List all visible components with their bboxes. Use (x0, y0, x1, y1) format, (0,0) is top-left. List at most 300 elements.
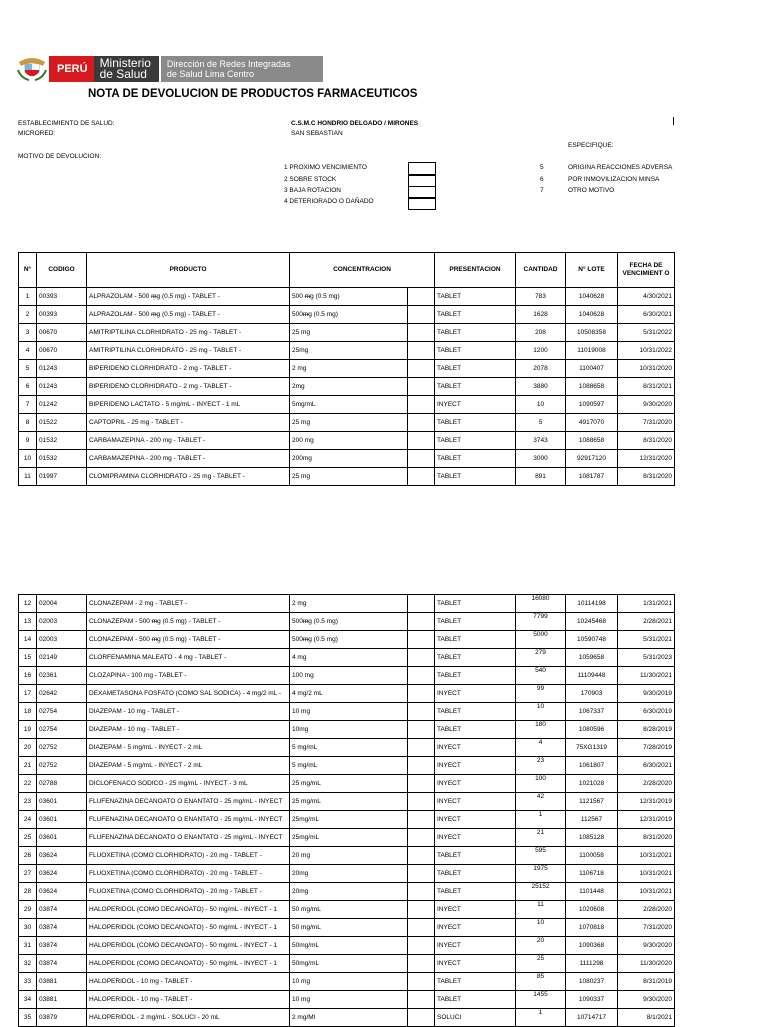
row-product: CLONAZEPAM - 500 ᵯg (0.5 mg) - TABLET - (87, 613, 290, 631)
row-product: CLOZAPINA - 100 mg - TABLET - (87, 667, 290, 685)
reason-item: OTRO MOTIVO (568, 187, 615, 194)
row-quantity: 783 (516, 288, 566, 306)
row-product: CARBAMAZEPINA - 200 mg - TABLET - (87, 432, 290, 450)
reason-num: 5 (540, 164, 544, 171)
table-row (19, 793, 675, 811)
row-lot: 11109448 (566, 667, 618, 685)
table-row (19, 414, 675, 432)
row-quantity: 1 (516, 1009, 566, 1027)
row-concentration: 500ᵯg (0.5 mg) (290, 613, 408, 631)
row-product: CLORFENAMINA MALEATO - 4 mg - TABLET - (87, 649, 290, 667)
row-number: 9 (19, 432, 37, 450)
table-row (19, 450, 675, 468)
row-presentation: TABLET (435, 703, 516, 721)
row-lot: 11019008 (566, 342, 618, 360)
table-row (19, 667, 675, 685)
row-code: 01997 (37, 468, 87, 486)
row-concentration: 4 mg/2 mL (290, 685, 408, 703)
row-lot: 1067337 (566, 703, 618, 721)
row-code: 03874 (37, 937, 87, 955)
header-concentration: CONCENTRACION (290, 253, 435, 288)
row-concentration: 20mg (290, 883, 408, 901)
table-header-row (19, 253, 675, 288)
reason-num: 6 (540, 176, 544, 183)
row-expiry: 6/30/2021 (618, 757, 675, 775)
row-quantity: 540 (516, 667, 566, 685)
row-code: 02754 (37, 703, 87, 721)
row-lot: 1021028 (566, 775, 618, 793)
row-code: 02003 (37, 613, 87, 631)
row-number: 28 (19, 883, 37, 901)
row-presentation: TABLET (435, 991, 516, 1009)
table-row (19, 865, 675, 883)
row-number: 33 (19, 973, 37, 991)
table-row (19, 721, 675, 739)
reason-label: MOTIVO DE DEVOLUCION: (18, 153, 102, 160)
row-product: AMITRIPTILINA CLORHIDRATO - 25 mg - TABLET - (87, 342, 290, 360)
row-number: 27 (19, 865, 37, 883)
row-concentration: 2 mg (290, 360, 408, 378)
row-number: 30 (19, 919, 37, 937)
row-product: DIAZEPAM - 10 mg - TABLET - (87, 721, 290, 739)
row-presentation: TABLET (435, 667, 516, 685)
row-number: 29 (19, 901, 37, 919)
row-lot: 1090337 (566, 991, 618, 1009)
table-row (19, 955, 675, 973)
row-spacer (408, 432, 435, 450)
ministry-line2: de Salud (99, 67, 147, 81)
ministry-line1: Ministerio (99, 56, 151, 70)
row-lot: 1088658 (566, 432, 618, 450)
row-lot: 10508358 (566, 324, 618, 342)
row-lot: 1100058 (566, 847, 618, 865)
row-expiry: 10/31/2021 (618, 865, 675, 883)
row-quantity: 23 (516, 757, 566, 775)
row-quantity: 5000 (516, 631, 566, 649)
row-concentration: 4 mg (290, 649, 408, 667)
row-code: 01243 (37, 378, 87, 396)
row-expiry: 4/30/2021 (618, 288, 675, 306)
table-row (19, 847, 675, 865)
row-lot: 1111298 (566, 955, 618, 973)
row-spacer (408, 613, 435, 631)
row-product: DEXAMETASONA FOSFATO (COMO SAL SODICA) - 4 mg/2 mL - (87, 685, 290, 703)
row-spacer (408, 631, 435, 649)
row-number: 35 (19, 1009, 37, 1027)
row-quantity: 85 (516, 973, 566, 991)
row-code: 02003 (37, 631, 87, 649)
row-concentration: 50mg/mL (290, 937, 408, 955)
row-code: 00670 (37, 342, 87, 360)
country-label: PERÚ (49, 56, 94, 82)
row-code: 03624 (37, 883, 87, 901)
row-quantity: 595 (516, 847, 566, 865)
row-presentation: INYECT (435, 919, 516, 937)
row-spacer (408, 775, 435, 793)
row-concentration: 500ᵯg (0.5 mg) (290, 306, 408, 324)
table-row (19, 901, 675, 919)
row-concentration: 2 mg/Ml (290, 1009, 408, 1027)
row-code: 00393 (37, 306, 87, 324)
row-number: 14 (19, 631, 37, 649)
ministry-label (94, 56, 159, 82)
table-row (19, 649, 675, 667)
row-lot: 1090597 (566, 396, 618, 414)
row-quantity: 1628 (516, 306, 566, 324)
row-concentration: 25mg/mL (290, 811, 408, 829)
table-row (19, 775, 675, 793)
row-quantity: 1 (516, 811, 566, 829)
row-expiry: 12/31/2020 (618, 450, 675, 468)
row-concentration: 2 mg (290, 595, 408, 613)
row-code: 02752 (37, 739, 87, 757)
row-presentation: TABLET (435, 973, 516, 991)
row-lot: 1085128 (566, 829, 618, 847)
row-number: 11 (19, 468, 37, 486)
row-presentation: TABLET (435, 342, 516, 360)
row-expiry: 8/31/2020 (618, 468, 675, 486)
row-lot: 10114198 (566, 595, 618, 613)
row-spacer (408, 955, 435, 973)
row-product: FLUOXETINA (COMO CLORHIDRATO) - 20 mg - TABLET - (87, 847, 290, 865)
establishment-label: ESTABLECIMIENTO DE SALUD: (18, 120, 115, 127)
row-code: 02642 (37, 685, 87, 703)
row-presentation: TABLET (435, 432, 516, 450)
row-product: FLUFENAZINA DECANOATO O ENANTATO - 25 mg/mL - INYECT (87, 811, 290, 829)
row-product: HALOPERIDOL - 10 mg - TABLET - (87, 991, 290, 1009)
row-presentation: TABLET (435, 649, 516, 667)
row-presentation: INYECT (435, 685, 516, 703)
row-expiry: 5/31/2022 (618, 324, 675, 342)
row-expiry: 8/31/2020 (618, 432, 675, 450)
row-expiry: 10/31/2022 (618, 342, 675, 360)
row-quantity: 2078 (516, 360, 566, 378)
row-product: CLONAZEPAM - 500 ᵯg (0.5 mg) - TABLET - (87, 631, 290, 649)
row-presentation: INYECT (435, 955, 516, 973)
row-concentration: 25 mg (290, 414, 408, 432)
row-quantity: 279 (516, 649, 566, 667)
row-code: 00670 (37, 324, 87, 342)
row-concentration: 2mg (290, 378, 408, 396)
row-code: 03624 (37, 865, 87, 883)
row-concentration: 20 mg (290, 847, 408, 865)
row-quantity: 7799 (516, 613, 566, 631)
row-lot: 10714717 (566, 1009, 618, 1027)
row-presentation: TABLET (435, 613, 516, 631)
row-lot: 1059658 (566, 649, 618, 667)
row-product: FLUFENAZINA DECANOATO O ENANTATO - 25 mg/mL - INYECT (87, 793, 290, 811)
row-quantity: 1455 (516, 991, 566, 1009)
header-presentation: PRESENTACION (435, 253, 516, 288)
row-concentration: 25 mg (290, 468, 408, 486)
row-code: 03881 (37, 973, 87, 991)
direction-line2: de Salud Lima Centro (166, 69, 254, 79)
row-number: 34 (19, 991, 37, 1009)
row-presentation: INYECT (435, 901, 516, 919)
table-row (19, 378, 675, 396)
row-lot: 1061807 (566, 757, 618, 775)
row-spacer (408, 919, 435, 937)
cell-divider (673, 117, 674, 125)
table-row (19, 937, 675, 955)
row-code: 03601 (37, 793, 87, 811)
direction-line1: Dirección de Redes Integradas (166, 59, 291, 69)
row-number: 21 (19, 757, 37, 775)
row-product: FLUOXETINA (COMO CLORHIDRATO) - 20 mg - TABLET - (87, 865, 290, 883)
row-number: 4 (19, 342, 37, 360)
header-banner (15, 56, 323, 82)
row-product: FLUOXETINA (COMO CLORHIDRATO) - 20 mg - TABLET - (87, 883, 290, 901)
row-expiry: 2/28/2020 (618, 901, 675, 919)
row-expiry: 12/31/2019 (618, 811, 675, 829)
row-lot: 1070818 (566, 919, 618, 937)
row-spacer (408, 811, 435, 829)
row-code: 03601 (37, 811, 87, 829)
row-product: HALOPERIDOL (COMO DECANOATO) - 50 mg/mL - INYECT - 1 (87, 937, 290, 955)
header-num: N° (19, 253, 37, 288)
row-presentation: INYECT (435, 757, 516, 775)
reason-item: 4 DETERIORADO O DAÑADO (284, 198, 374, 205)
row-concentration: 10 mg (290, 973, 408, 991)
row-expiry: 2/28/2021 (618, 613, 675, 631)
row-quantity: 11 (516, 901, 566, 919)
row-presentation: TABLET (435, 306, 516, 324)
row-quantity: 21 (516, 829, 566, 847)
row-code: 00393 (37, 288, 87, 306)
row-spacer (408, 883, 435, 901)
table-row (19, 739, 675, 757)
row-spacer (408, 829, 435, 847)
row-number: 3 (19, 324, 37, 342)
row-expiry: 6/30/2021 (618, 306, 675, 324)
row-quantity: 42 (516, 793, 566, 811)
row-product: ALPRAZOLAM - 500 ᵯg (0.5 mg) - TABLET - (87, 288, 290, 306)
row-code: 03601 (37, 829, 87, 847)
row-presentation: INYECT (435, 793, 516, 811)
table-row (19, 685, 675, 703)
row-expiry: 9/30/2019 (618, 685, 675, 703)
row-presentation: TABLET (435, 865, 516, 883)
header-quantity: CANTIDAD (516, 253, 566, 288)
row-code: 02004 (37, 595, 87, 613)
row-number: 31 (19, 937, 37, 955)
table-row (19, 757, 675, 775)
microred-label: MICRORED: (18, 130, 56, 137)
row-number: 1 (19, 288, 37, 306)
row-concentration: 50 mg/mL (290, 901, 408, 919)
row-product: AMITRIPTILINA CLORHIDRATO - 25 mg - TABLET - (87, 324, 290, 342)
table-row (19, 703, 675, 721)
row-number: 24 (19, 811, 37, 829)
row-presentation: SOLUCI (435, 1009, 516, 1027)
row-concentration: 10 mg (290, 703, 408, 721)
row-presentation: TABLET (435, 595, 516, 613)
table-row (19, 432, 675, 450)
row-concentration: 5 mg/mL (290, 739, 408, 757)
row-spacer (408, 468, 435, 486)
header-code: CODIGO (37, 253, 87, 288)
row-product: CLOMIPRAMINA CLORHIDRATO - 25 mg - TABLET - (87, 468, 290, 486)
row-concentration: 200mg (290, 450, 408, 468)
row-spacer (408, 901, 435, 919)
row-code: 01242 (37, 396, 87, 414)
row-spacer (408, 685, 435, 703)
establishment-value: C.S.M.C HONDRIO DELGADO / MIRONES (291, 120, 419, 127)
row-quantity: 3743 (516, 432, 566, 450)
row-product: DIAZEPAM - 10 mg - TABLET - (87, 703, 290, 721)
row-code: 03874 (37, 901, 87, 919)
table-row (19, 396, 675, 414)
microred-value: SAN SEBASTIAN (291, 130, 343, 137)
specify-label: ESPECIFIQUE: (568, 142, 614, 149)
header-product: PRODUCTO (87, 253, 290, 288)
row-concentration: 100 mg (290, 667, 408, 685)
row-lot: 1101448 (566, 883, 618, 901)
header-lot: N° LOTE (566, 253, 618, 288)
row-code: 03874 (37, 919, 87, 937)
row-spacer (408, 414, 435, 432)
table-row (19, 360, 675, 378)
row-lot: 1100407 (566, 360, 618, 378)
row-number: 32 (19, 955, 37, 973)
table-row (19, 595, 675, 613)
row-quantity: 1975 (516, 865, 566, 883)
row-lot: 1040628 (566, 306, 618, 324)
row-quantity: 180 (516, 721, 566, 739)
table-row (19, 883, 675, 901)
row-expiry: 11/30/2020 (618, 955, 675, 973)
row-expiry: 8/28/2019 (618, 721, 675, 739)
row-number: 10 (19, 450, 37, 468)
row-expiry: 9/30/2020 (618, 937, 675, 955)
row-expiry: 6/30/2019 (618, 703, 675, 721)
row-code: 01532 (37, 450, 87, 468)
row-code: 03881 (37, 991, 87, 1009)
row-quantity: 208 (516, 324, 566, 342)
row-lot: 1106718 (566, 865, 618, 883)
row-code: 02754 (37, 721, 87, 739)
row-spacer (408, 739, 435, 757)
row-code: 01243 (37, 360, 87, 378)
row-quantity: 3000 (516, 450, 566, 468)
row-concentration: 500ᵯg (0.5 mg) (290, 631, 408, 649)
row-product: FLUFENAZINA DECANOATO O ENANTATO - 25 mg/mL - INYECT (87, 829, 290, 847)
row-quantity: 5 (516, 414, 566, 432)
row-lot: 1121567 (566, 793, 618, 811)
row-lot: 4917070 (566, 414, 618, 432)
row-quantity: 25 (516, 955, 566, 973)
row-expiry: 8/31/2020 (618, 829, 675, 847)
row-number: 8 (19, 414, 37, 432)
row-expiry: 10/31/2020 (618, 360, 675, 378)
row-quantity: 10 (516, 919, 566, 937)
row-lot: 1080596 (566, 721, 618, 739)
row-spacer (408, 847, 435, 865)
row-presentation: INYECT (435, 739, 516, 757)
row-product: CAPTOPRIL - 25 mg - TABLET - (87, 414, 290, 432)
reason-item: 1 PROXIMO VENCIMIENTO (284, 164, 367, 171)
reason-checkbox[interactable] (408, 197, 436, 210)
row-code: 01522 (37, 414, 87, 432)
row-spacer (408, 793, 435, 811)
row-concentration: 25mg/mL (290, 829, 408, 847)
table-row (19, 342, 675, 360)
row-product: CLONAZEPAM - 2 mg - TABLET - (87, 595, 290, 613)
row-presentation: TABLET (435, 468, 516, 486)
row-number: 15 (19, 649, 37, 667)
row-presentation: TABLET (435, 883, 516, 901)
row-code: 02361 (37, 667, 87, 685)
row-number: 22 (19, 775, 37, 793)
row-product: HALOPERIDOL (COMO DECANOATO) - 50 mg/mL - INYECT - 1 (87, 919, 290, 937)
row-expiry: 9/30/2020 (618, 991, 675, 1009)
row-code: 03874 (37, 955, 87, 973)
row-spacer (408, 973, 435, 991)
row-expiry: 7/31/2020 (618, 414, 675, 432)
row-product: DIAZEPAM - 5 mg/mL - INYECT - 2 mL (87, 739, 290, 757)
row-concentration: 20mg (290, 865, 408, 883)
row-spacer (408, 288, 435, 306)
row-lot: 92917120 (566, 450, 618, 468)
row-product: BIPERIDENO LACTATO - 5 mg/mL - INYECT - 1 mL (87, 396, 290, 414)
row-presentation: TABLET (435, 360, 516, 378)
row-code: 01532 (37, 432, 87, 450)
row-number: 6 (19, 378, 37, 396)
row-expiry: 11/30/2021 (618, 667, 675, 685)
row-code: 02788 (37, 775, 87, 793)
document-title: NOTA DE DEVOLUCION DE PRODUCTOS FARMACEUTICOS (88, 88, 418, 100)
row-spacer (408, 306, 435, 324)
row-number: 13 (19, 613, 37, 631)
row-concentration: 25 mg (290, 324, 408, 342)
row-expiry: 1/31/2021 (618, 595, 675, 613)
row-quantity: 16080 (516, 595, 566, 613)
row-expiry: 12/31/2019 (618, 793, 675, 811)
row-presentation: TABLET (435, 631, 516, 649)
peru-crest-icon (15, 56, 49, 82)
row-number: 5 (19, 360, 37, 378)
row-concentration: 5 mg/mL (290, 757, 408, 775)
row-presentation: TABLET (435, 450, 516, 468)
table-row (19, 631, 675, 649)
row-lot: 1080237 (566, 973, 618, 991)
row-quantity: 4 (516, 739, 566, 757)
row-expiry: 8/31/2019 (618, 973, 675, 991)
products-table-top (18, 252, 675, 486)
row-code: 02149 (37, 649, 87, 667)
row-number: 19 (19, 721, 37, 739)
row-product: DICLOFENACO SODICO - 25 mg/mL - INYECT - 3 mL (87, 775, 290, 793)
row-expiry: 5/31/2021 (618, 631, 675, 649)
row-quantity: 20 (516, 937, 566, 955)
row-presentation: INYECT (435, 775, 516, 793)
reason-item: POR INMOVILIZACION MINSA (568, 176, 660, 183)
row-product: DIAZEPAM - 5 mg/mL - INYECT - 2 mL (87, 757, 290, 775)
row-lot: 75XG1319 (566, 739, 618, 757)
row-concentration: 50mg/mL (290, 955, 408, 973)
row-presentation: INYECT (435, 937, 516, 955)
row-quantity: 1200 (516, 342, 566, 360)
reason-item: ORIGINA REACCIONES ADVERSA (568, 164, 673, 171)
row-quantity: 25152 (516, 883, 566, 901)
row-spacer (408, 396, 435, 414)
row-lot: 112567 (566, 811, 618, 829)
row-lot: 1088658 (566, 378, 618, 396)
row-product: CARBAMAZEPINA - 200 mg - TABLET - (87, 450, 290, 468)
row-expiry: 7/28/2019 (618, 739, 675, 757)
row-expiry: 8/1/2021 (618, 1009, 675, 1027)
row-expiry: 7/31/2020 (618, 919, 675, 937)
